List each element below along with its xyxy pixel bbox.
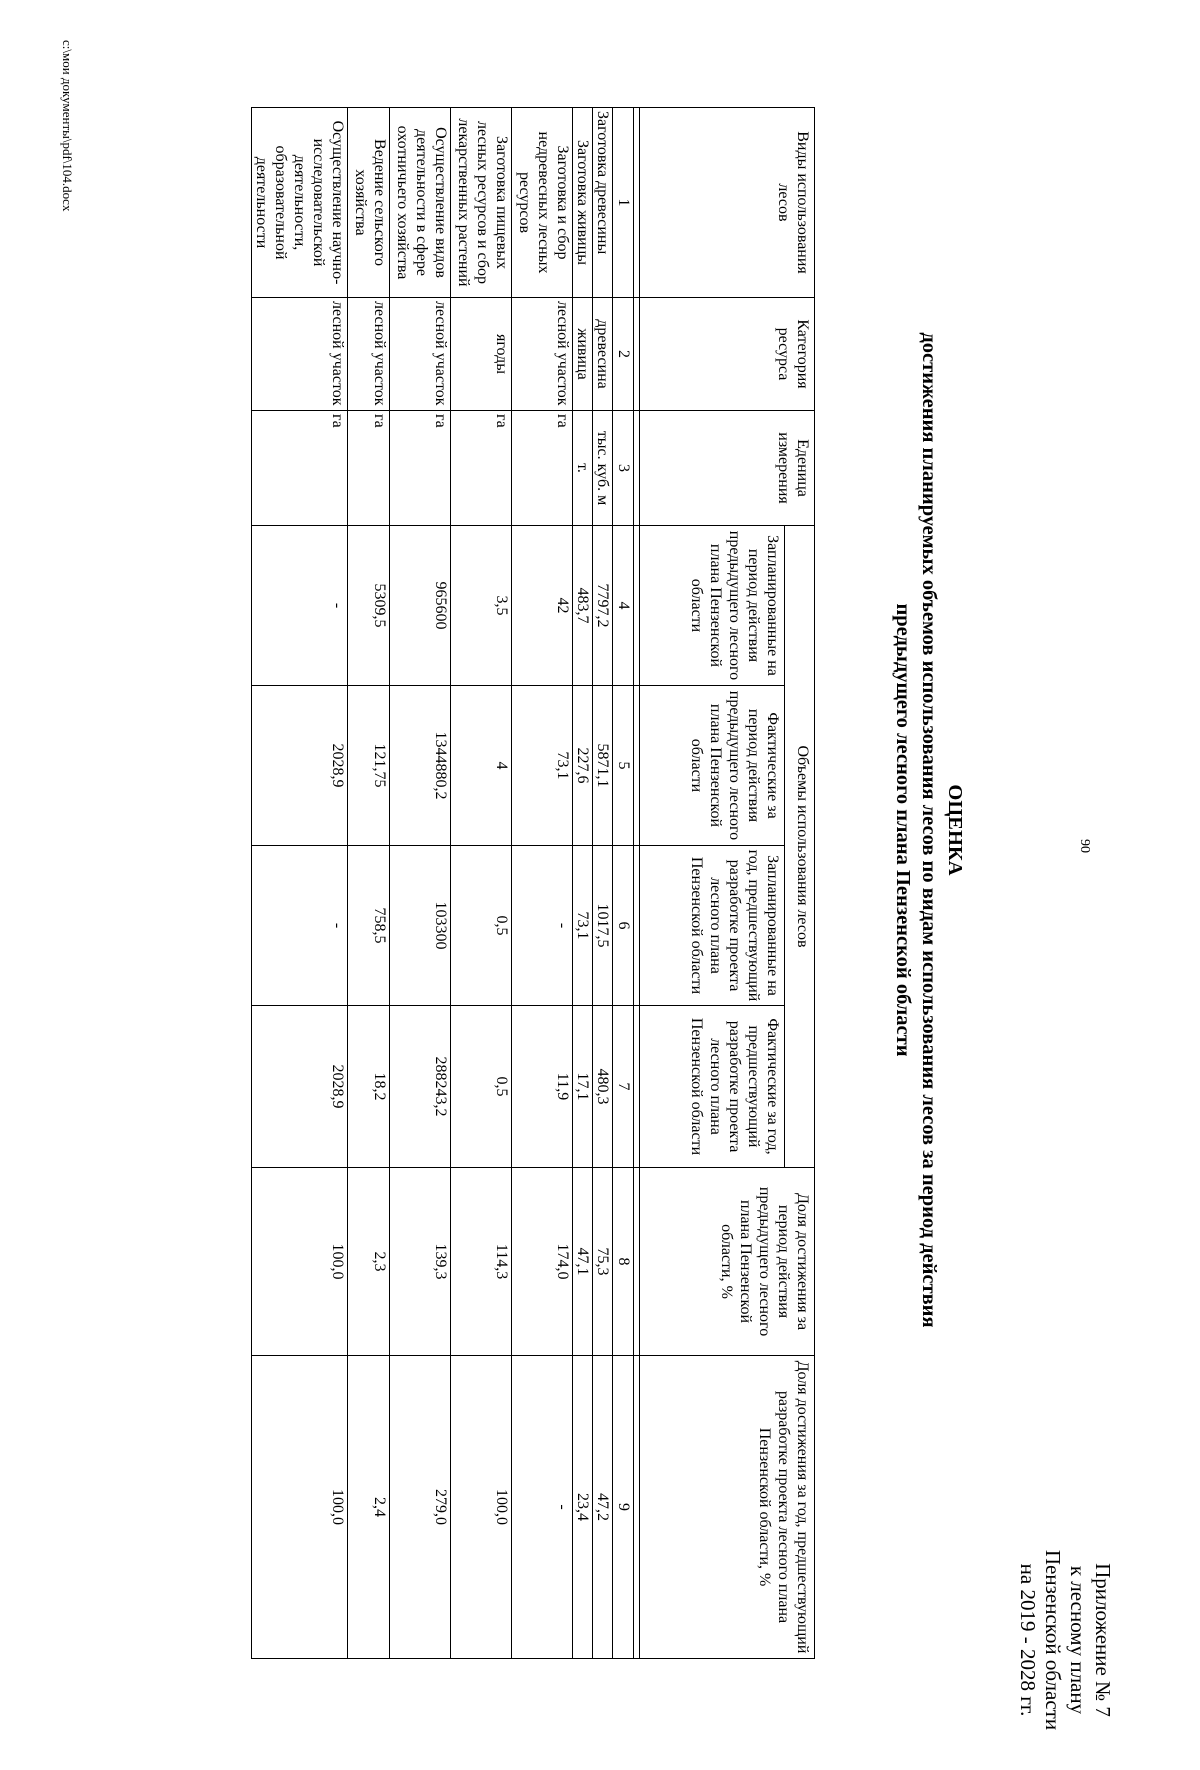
cell-actual-year: 480,3 — [593, 1006, 613, 1168]
appendix-line-3: Пензенской области — [1041, 1549, 1065, 1731]
cell-share-period: 2,3 — [348, 1168, 390, 1356]
column-number: 8 — [613, 1168, 634, 1356]
title-line-2: предыдущего лесного плана Пензенской области — [892, 603, 914, 1057]
table-row — [593, 108, 613, 1659]
table-row — [573, 108, 593, 1659]
file-path-footer: c:\мои документы\pdf\104.docx — [60, 40, 75, 212]
table-row — [348, 108, 390, 1659]
cell-actual-year: 288243,2 — [390, 1006, 451, 1168]
column-number: 6 — [613, 846, 634, 1006]
cell-unit: т. — [573, 411, 593, 526]
appendix-header — [1015, 1510, 1115, 1770]
table-row — [512, 108, 573, 1659]
header-category: Категория ресурса — [640, 298, 815, 411]
cell-share-period: 139,3 — [390, 1168, 451, 1356]
cell-actual-year: 0,5 — [451, 1006, 512, 1168]
cell-category: живица — [573, 298, 593, 411]
document-title — [890, 200, 968, 1460]
cell-type: Заготовка и сбор недревесных лесных ресурсов — [512, 108, 573, 298]
cell-planned-period: 42 — [512, 526, 573, 686]
cell-actual-period: 1344880,2 — [390, 686, 451, 846]
title-line-1: достижения планируемых объемов использования лесов по видам использования лесов за период действия — [918, 332, 940, 1328]
title-main: ОЦЕНКА — [944, 784, 966, 876]
cell-type: Заготовка живицы — [573, 108, 593, 298]
cell-planned-year: - — [512, 846, 573, 1006]
cell-category: древесина — [593, 298, 613, 411]
cell-actual-period: 5871,1 — [593, 686, 613, 846]
appendix-line-1: Приложение № 7 — [1091, 1563, 1115, 1717]
cell-share-year: - — [512, 1356, 573, 1659]
header-type: Виды использования лесов — [640, 108, 815, 298]
cell-planned-year: 73,1 — [573, 846, 593, 1006]
column-number: 4 — [613, 526, 634, 686]
header-planned-period: Запланированные на период действия предыдущего лесного плана Пензенской области — [640, 526, 785, 686]
cell-planned-year: - — [252, 846, 348, 1006]
cell-share-year: 47,2 — [593, 1356, 613, 1659]
forest-use-assessment-table — [251, 107, 815, 1659]
header-volumes-group: Объемы использования лесов — [785, 526, 815, 1168]
cell-actual-year: 18,2 — [348, 1006, 390, 1168]
cell-share-period: 100,0 — [252, 1168, 348, 1356]
header-actual-year: Фактические за год, предшествующий разработке проекта лесного плана Пензенской области — [640, 1006, 785, 1168]
cell-share-year: 23,4 — [573, 1356, 593, 1659]
cell-actual-period: 73,1 — [512, 686, 573, 846]
column-number: 5 — [613, 686, 634, 846]
cell-unit: тыс. куб. м — [593, 411, 613, 526]
table-row — [390, 108, 451, 1659]
header-share-period: Доля достижения за период действия предыдущего лесного плана Пензенской области, % — [640, 1168, 815, 1356]
cell-actual-year: 17,1 — [573, 1006, 593, 1168]
cell-type: Осуществление научно-исследовательской деятельности, образовательной деятельности — [252, 108, 348, 298]
header-separator-row — [634, 108, 640, 1659]
header-planned-year: Запланированные на год, предшествующий разработке проекта лесного плана Пензенской области — [640, 846, 785, 1006]
cell-planned-period: 7797,2 — [593, 526, 613, 686]
cell-share-year: 100,0 — [451, 1356, 512, 1659]
cell-type: Осуществление видов деятельности в сфере охотничьего хозяйства — [390, 108, 451, 298]
header-unit: Еденица измерения — [640, 411, 815, 526]
column-number: 7 — [613, 1006, 634, 1168]
cell-type: Заготовка пищевых лесных ресурсов и сбор лекарственных растений — [451, 108, 512, 298]
cell-share-year: 100,0 — [252, 1356, 348, 1659]
cell-actual-period: 227,6 — [573, 686, 593, 846]
cell-planned-period: - — [252, 526, 348, 686]
cell-actual-year: 2028,9 — [252, 1006, 348, 1168]
cell-category: лесной участок — [252, 298, 348, 411]
cell-unit: га — [348, 411, 390, 526]
column-number-row — [613, 108, 634, 1659]
appendix-line-4: на 2019 - 2028 гг. — [1016, 1563, 1040, 1717]
page-number: 90 — [1077, 839, 1092, 853]
cell-actual-period: 4 — [451, 686, 512, 846]
table-row — [451, 108, 512, 1659]
cell-planned-period: 483,7 — [573, 526, 593, 686]
column-number: 9 — [613, 1356, 634, 1659]
cell-category: лесной участок — [512, 298, 573, 411]
column-number: 2 — [613, 298, 634, 411]
cell-unit: га — [390, 411, 451, 526]
cell-unit: га — [252, 411, 348, 526]
cell-actual-year: 11,9 — [512, 1006, 573, 1168]
cell-unit: га — [451, 411, 512, 526]
header-share-year: Доля достижения за год, предшествующий разработке проекта лесного плана Пензенской области, % — [640, 1356, 815, 1659]
column-number: 3 — [613, 411, 634, 526]
cell-share-period: 174,0 — [512, 1168, 573, 1356]
cell-type: Ведение сельского хозяйства — [348, 108, 390, 298]
appendix-line-2: к лесному плану — [1066, 1565, 1090, 1715]
cell-share-period: 47,1 — [573, 1168, 593, 1356]
cell-category: лесной участок — [390, 298, 451, 411]
cell-unit: га — [512, 411, 573, 526]
cell-share-year: 2,4 — [348, 1356, 390, 1659]
cell-actual-period: 121,75 — [348, 686, 390, 846]
cell-category: лесной участок — [348, 298, 390, 411]
header-actual-period: Фактические за период действия предыдущего лесного плана Пензенской области — [640, 686, 785, 846]
cell-share-period: 114,3 — [451, 1168, 512, 1356]
cell-share-year: 279,0 — [390, 1356, 451, 1659]
cell-planned-year: 758,5 — [348, 846, 390, 1006]
cell-actual-period: 2028,9 — [252, 686, 348, 846]
cell-planned-year: 103300 — [390, 846, 451, 1006]
cell-planned-period: 3,5 — [451, 526, 512, 686]
cell-planned-period: 965600 — [390, 526, 451, 686]
cell-category: ягоды — [451, 298, 512, 411]
cell-share-period: 75,3 — [593, 1168, 613, 1356]
cell-planned-period: 5309,5 — [348, 526, 390, 686]
column-number: 1 — [613, 108, 634, 298]
cell-planned-year: 1017,5 — [593, 846, 613, 1006]
table-row — [252, 108, 348, 1659]
cell-planned-year: 0,5 — [451, 846, 512, 1006]
cell-type: Заготовка древесины — [593, 108, 613, 298]
